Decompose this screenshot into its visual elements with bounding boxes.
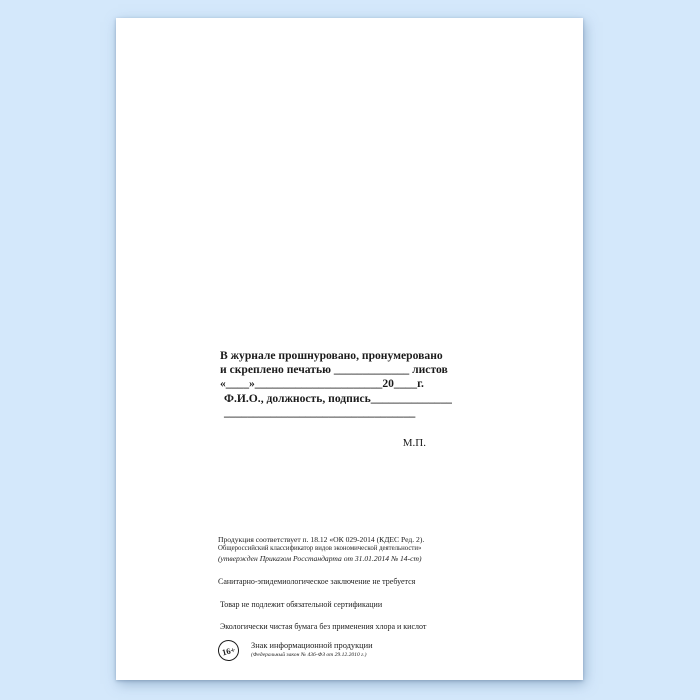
cert-line-3: «____»______________________20____г. bbox=[220, 377, 424, 391]
info-sign-row bbox=[218, 640, 498, 661]
sanitary-statement: Санитарно-эпидемиологическое заключение не требуется bbox=[218, 576, 416, 586]
cert-line-1: В журнале прошнуровано, пронумеровано bbox=[220, 349, 443, 362]
info-sign-text bbox=[251, 641, 373, 659]
stamp-placeholder: М.П. bbox=[402, 437, 426, 450]
info-sign-title: Знак информационной продукции bbox=[251, 641, 373, 650]
product-compliance-line-3: (утвержден Приказом Росстандарта от 31.01.2014 № 14-ст) bbox=[218, 553, 422, 563]
eco-statement: Экологически чистая бумага без применения хлора и кислот bbox=[220, 621, 427, 631]
certification-block bbox=[220, 349, 452, 450]
certification-statement: Товар не подлежит обязательной сертификации bbox=[220, 599, 383, 609]
age-rating-16plus-badge: 16+ bbox=[216, 637, 241, 662]
cert-line-2: и скреплено печатью _____________ листов bbox=[220, 363, 448, 377]
product-compliance-line-1: Продукция соответствует п. 18.12 «ОК 029-2014 (КДЕС Ред. 2). bbox=[218, 535, 425, 544]
cert-line-4: Ф.И.О., должность, подпись______________ bbox=[224, 391, 452, 405]
compliance-block bbox=[218, 535, 498, 661]
document-page bbox=[116, 18, 583, 680]
cert-line-5: _________________________________ bbox=[224, 405, 416, 419]
product-compliance-line-2: Общероссийский классификатор видов экономической деятельности» bbox=[218, 545, 422, 552]
info-sign-law: (Федеральный закон № 436-ФЗ от 29.12.2010 г.) bbox=[251, 652, 367, 658]
